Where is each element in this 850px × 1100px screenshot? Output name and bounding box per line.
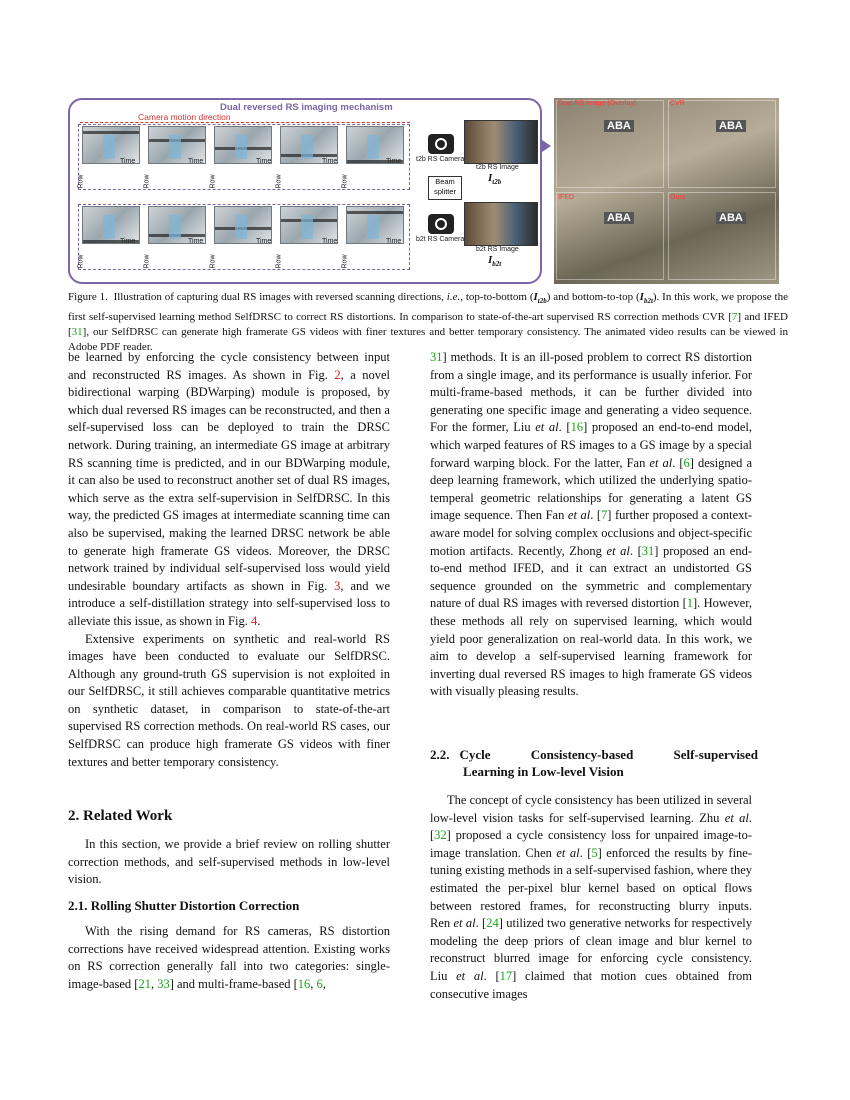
comparison-cell (556, 192, 664, 280)
text: The concept of cycle consistency has been utilized in several low-level vision tasks for self-supervised learning. Zhu (430, 793, 752, 825)
paragraph (68, 923, 390, 993)
section-heading: 2. Related Work (68, 808, 173, 824)
comparison-grid (554, 98, 779, 284)
text: ] utilized two generative networks for respectively modeling the deep priors of clean image and blur kernel to reconstruct blurred image for enforcing cycle consistency. Liu (430, 916, 753, 983)
figure-link[interactable]: 2 (334, 367, 341, 382)
et-al: et al (649, 455, 673, 470)
text: be learned by enforcing the cycle consistency between input and reconstructed RS images. As shown in Fig. (68, 350, 390, 382)
sign-text: ABA (604, 212, 634, 224)
time-label: Time (120, 158, 136, 165)
t2b-symbol-letter: I (488, 172, 493, 184)
left-column-3 (68, 923, 390, 993)
time-label: Time (322, 238, 338, 245)
paragraph (68, 349, 390, 631)
panel-tag-overlay: Dual RS Image (Overlay) (558, 100, 637, 107)
citation-link[interactable]: 16 (570, 420, 584, 435)
sign-text: ABA (716, 120, 746, 132)
beam-splitter-line1: Beam (435, 177, 455, 186)
left-column-2 (68, 836, 390, 889)
comparison-cell (668, 192, 776, 280)
citation-link[interactable]: 31 (71, 326, 83, 338)
row-label: Row (341, 254, 349, 269)
row-label: Row (209, 174, 217, 189)
sign-text: ABA (604, 120, 634, 132)
caption-ie: i.e. (446, 291, 461, 303)
et-al: et al (724, 810, 749, 825)
text: ] enforced the results by fine-tuning existing methods in a self-supervised fashion, where they estimated the per-pixel blur kernel based on optical flows between restored frames, for reconstructing blurry inputs. Ren (430, 845, 753, 931)
text: . [ (558, 420, 571, 435)
row-label: Row (209, 254, 217, 269)
citation-link[interactable]: 32 (434, 828, 447, 843)
t2b-image-symbol (488, 172, 501, 186)
t2b-camera-icon (428, 134, 454, 154)
subsection-heading (430, 746, 758, 780)
text: . (257, 613, 261, 628)
subsection-title: Cycle Consistency-based Self-supervised (459, 747, 758, 762)
et-al: et al (567, 508, 591, 523)
time-label: Time (256, 238, 272, 245)
text: ] claimed that motion cues obtained from consecutive images (430, 968, 752, 1001)
panel-tag-ours: Ours (670, 194, 686, 201)
citation-link[interactable]: 6 (683, 455, 690, 470)
et-al: et al (535, 420, 559, 435)
paragraph: Extensive experiments on synthetic and real-world RS images have been conducted to evaluate our SelfDRSC. Although any ground-truth GS supervision is not exploited in our SelfDRSC, it still achieves comparable quantitative metrics on synthetic dataset, in comparison to state-of-the-art supervised RS correction methods. On real-world RS cases, our SelfDRSC can produce high framerate GS videos with finer textures and better temporary consistency. (68, 631, 390, 769)
b2t-camera-label: b2t RS Camera (416, 236, 465, 243)
citation-link[interactable]: 24 (486, 916, 499, 931)
text: . [ (629, 543, 642, 558)
figure-link[interactable]: 3 (334, 578, 341, 593)
time-label: Time (188, 158, 204, 165)
arrow-icon (542, 140, 551, 152)
b2t-image-symbol (488, 254, 501, 268)
citation-link[interactable]: 17 (499, 968, 513, 983)
t2b-image-label: t2b RS Image (476, 164, 519, 171)
figure-1 (68, 98, 788, 288)
text: . [ (579, 845, 592, 860)
b2t-image-label: b2t RS Image (476, 246, 519, 253)
subsection-number: 2.2. (430, 747, 450, 762)
figure-title: Dual reversed RS imaging mechanism (220, 102, 393, 113)
t2b-math: $I_{t2b}$ (533, 291, 547, 306)
panel-tag-ifed: IFED (558, 194, 574, 201)
caption-text: ] and IFED [ (68, 310, 788, 338)
subsection-heading-line1 (430, 746, 758, 763)
et-al: et al (606, 543, 630, 558)
text: ] and multi-frame-based [ (169, 976, 298, 991)
camera-motion-label: Camera motion direction (138, 112, 231, 122)
left-column (68, 349, 390, 771)
citation-link[interactable]: 7 (601, 508, 608, 523)
paragraph (430, 349, 752, 701)
caption-label: Figure 1. (68, 291, 108, 303)
caption-text: Illustration of capturing dual RS images with reversed scanning directions, (113, 291, 444, 303)
et-al: et al (456, 968, 484, 983)
time-label: Time (386, 238, 402, 245)
t2b-camera-label: t2b RS Camera (416, 156, 465, 163)
et-al: et al (453, 916, 476, 931)
t2b-rs-image (464, 120, 538, 164)
text: . [ (672, 455, 684, 470)
text: ] proposed an end-to-end method IFED, and it can extract an undistorted GS sequence grounded on the symmetric and complementary nature of dual RS images with reversed distortion [ (430, 543, 753, 611)
time-label: Time (386, 158, 402, 165)
row-label: Row (341, 174, 349, 189)
citation-link[interactable]: 5 (591, 845, 598, 860)
time-label: Time (322, 158, 338, 165)
right-column-2 (430, 792, 752, 1003)
text: . [ (475, 916, 487, 931)
caption-text: ], our SelfDRSC can generate high framerate GS videos with finer textures and better temporary consistency. The animated video results can be viewed in Adobe PDF reader. (68, 326, 788, 354)
comparison-cell (556, 100, 664, 188)
figure-link[interactable]: 4 (250, 613, 258, 628)
time-label: Time (120, 238, 136, 245)
citation-link[interactable]: 33 (157, 976, 170, 991)
row-label: Row (143, 174, 151, 189)
citation-link[interactable]: 21 (138, 976, 151, 991)
imaging-mechanism-panel (68, 98, 542, 284)
text: . [ (590, 508, 602, 523)
citation-link[interactable]: 16 (297, 976, 311, 991)
caption-text: ) and bottom-to-top ( (546, 291, 640, 303)
beam-splitter-line2: splitter (433, 187, 457, 196)
text: , a novel bidirectional warping (BDWarping) module is proposed, by which dual reversed RS images can be reconstructed, and then a self-supervised loss can be deployed to train the DRSC network. During training, an intermediate GS image at arbitrary RS scanning time is predicted, and in our BDWarping module, it can also be used to reconstruct another set of dual RS images, which serve as the extra self-supervision in SelfDRSC. In this way, the predicted GS images at intermediate scanning time can also be supervised, making the learned DRSC network be able to generate high framerate GS videos. Moreover, the DRSC network trained by individual self-supervised loss would yield undesirable boundary artifacts as shown in Fig. (68, 367, 390, 593)
text: ] further proposed a context-aware model for solving complex occlusions and object-specific motion artifacts. Recently, Zhong (430, 508, 753, 558)
text: ] methods. It is an ill-posed problem to correct RS distortion from a single image, and its performance is usually inferior. For multi-frame-based methods, it can be further divided into generating one specific image and generating a video sequence. For the former, Liu (430, 350, 752, 435)
row-label: Row (77, 254, 85, 269)
paragraph (430, 792, 752, 1003)
citation-link[interactable]: 31 (430, 350, 443, 364)
citation-link[interactable]: 7 (731, 310, 738, 323)
b2t-math: $I_{b2t}$ (639, 291, 653, 306)
et-al: et al (556, 845, 580, 860)
citation-link[interactable]: 6 (316, 976, 323, 991)
citation-link[interactable]: 1 (686, 596, 693, 611)
text: , (150, 976, 158, 991)
b2t-symbol-sub: b2t (492, 260, 502, 269)
paragraph: In this section, we provide a brief review on rolling shutter correction methods, and self-supervised methods in low-level vision. (68, 837, 390, 887)
b2t-symbol-letter: I (488, 254, 493, 266)
text: ] proposed a cycle consistency loss for unpaired image-to-image translation. Chen (430, 828, 752, 860)
text: ]. However, these methods all rely on supervised learning, which would yield poor generalization on real-world data. In this work, we aim to develop a self-supervised learning framework for inverting dual reversed RS images to high framerate GS videos with visually pleasing results. (430, 596, 753, 699)
time-label: Time (256, 158, 272, 165)
subsection-title-line2: Learning in Low-level Vision (463, 764, 624, 779)
sign-text: ABA (716, 212, 746, 224)
text: ] designed a deep learning framework, which utilized the underlying spatio-temperal geometric relationships for generating a latent GS image sequence. Then Fan (430, 455, 753, 523)
caption-text: ). In this work, we propose the first self-supervised learning method SelfDRSC to correct RS distortions. In comparison to state-of-the-art supervised RS correction methods CVR [ (68, 291, 788, 323)
right-column (430, 349, 752, 701)
text: With the rising demand for RS cameras, RS distortion corrections have received widespread attention. Existing works on RS correction generally fall into two categories: single-image-based [ (68, 924, 390, 991)
citation-link[interactable]: 31 (641, 543, 655, 558)
text: . [ (430, 810, 753, 843)
subsection-heading: 2.1. Rolling Shutter Distortion Correction (68, 898, 300, 913)
b2t-camera-icon (428, 214, 454, 234)
caption-text: , top-to-bottom ( (460, 291, 534, 303)
row-label: Row (275, 174, 283, 189)
text: , (310, 976, 317, 991)
row-label: Row (143, 254, 151, 269)
motion-direction-line (80, 122, 410, 123)
figure-caption (68, 290, 788, 356)
text: , and we introduce a self-distillation strategy into self-supervised loss to alleviate this issue, as shown in Fig. (68, 578, 391, 628)
panel-tag-cvr: CVR (670, 100, 685, 107)
text: . [ (483, 968, 500, 983)
text: ] proposed an end-to-end model, which warped features of RS images to a GS image by a special forward warping block. For the latter, Fan (430, 420, 752, 470)
t2b-symbol-sub: t2b (492, 178, 502, 187)
row-label: Row (275, 254, 283, 269)
text: , (322, 976, 326, 991)
comparison-cell (668, 100, 776, 188)
beam-splitter-box (428, 176, 462, 200)
row-label: Row (77, 174, 85, 189)
b2t-rs-image (464, 202, 538, 246)
time-label: Time (188, 238, 204, 245)
